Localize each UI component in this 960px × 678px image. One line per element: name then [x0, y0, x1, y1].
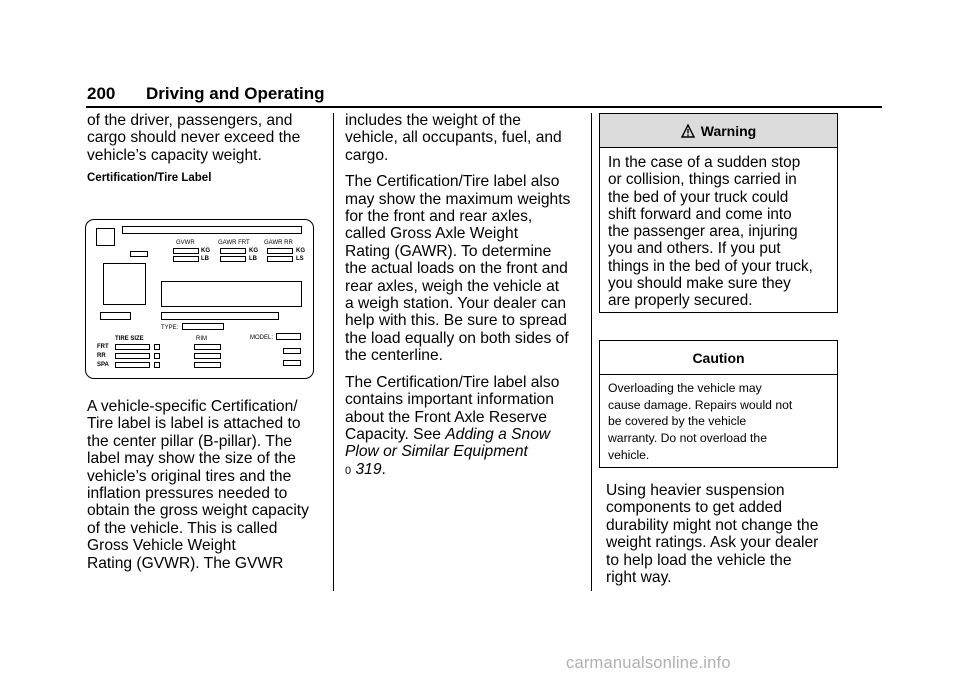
- header-rule: [86, 106, 882, 108]
- gawr-rr-lb-box: [267, 256, 293, 262]
- kg-unit: KG: [296, 248, 305, 254]
- page-arrow-icon: 0: [345, 464, 352, 477]
- model-box: [276, 333, 301, 340]
- col2-paragraph-3: [345, 374, 585, 480]
- column-divider-1: [333, 113, 334, 591]
- column-1-body: [87, 398, 327, 581]
- caution-box: [599, 340, 838, 468]
- col2-paragraph-1: includes the weight of the vehicle, all occupants, fuel, and cargo.: [345, 112, 562, 164]
- col3-paragraph: Using heavier suspension components to get added durability might not change the weight ratings. Ask your dealer to help load the vehicle the right way.: [606, 482, 819, 587]
- gawr-rr-label: GAWR RR: [264, 240, 293, 246]
- rim-label: RIM: [196, 336, 207, 342]
- gvwr-lb-box: [173, 256, 199, 262]
- gvwr-kg-box: [173, 248, 199, 254]
- info-line: [161, 312, 279, 320]
- caution-body: Overloading the vehicle may cause damage. Repairs would not be covered by the vehicle warranty. Do not overload the vehicle.: [608, 381, 793, 462]
- rr-label: RR: [97, 353, 106, 359]
- type-label: TYPE:: [161, 325, 179, 331]
- caution-title: Caution: [692, 349, 745, 366]
- rr-rim-box: [194, 353, 221, 359]
- warning-header: [600, 114, 837, 148]
- rr-checkbox: [154, 353, 160, 359]
- frt-checkbox: [154, 344, 160, 350]
- gvwr-label: GVWR: [176, 240, 195, 246]
- rr-size-box: [115, 353, 150, 359]
- page-number: 200: [87, 84, 116, 103]
- right-box-1: [283, 348, 301, 354]
- snow-plow-link[interactable]: Adding a Snow Plow or Similar Equipment: [345, 425, 551, 461]
- frt-rim-box: [194, 344, 221, 350]
- center-info-box: [161, 281, 302, 307]
- col2-p3-text: The Certification/Tire label also contains important information about the Front Axle Reserve Capacity. See: [345, 373, 560, 443]
- certification-tire-label-figure: [85, 219, 314, 379]
- model-label: MODEL:: [250, 335, 274, 341]
- spa-size-box: [115, 362, 150, 368]
- col1-intro-paragraph: of the driver, passengers, and cargo should never exceed the vehicle’s capacity weight.: [87, 112, 301, 164]
- watermark: carmanualsonline.info: [566, 654, 731, 672]
- kg-unit: KG: [201, 248, 210, 254]
- certification-label-heading: Certification/Tire Label: [87, 172, 212, 184]
- column-3: [606, 482, 846, 595]
- column-1: [87, 112, 327, 173]
- page-reference[interactable]: 319: [355, 460, 382, 478]
- spa-checkbox: [154, 362, 160, 368]
- warning-box: [599, 113, 838, 313]
- col1-body-paragraph: A vehicle-specific Certification/ Tire label is label is attached to the center pillar (B-pillar). The label may show the size of the vehicle’s original tires and the inflation pressures needed to obtain the gross weight capacity of the vehicle. This is called Gross Vehicle Weight Rating (GVWR). The GVWR: [87, 398, 309, 572]
- col2-paragraph-2: The Certification/Tire label also may show the maximum weights for the front and rear axles, called Gross Axle Weight Rating (GAWR). To determine the actual loads on the front and rear axles, weigh the vehicle at a weigh station. Your dealer can help with this. Be sure to spread the load equally on both sides of the centerline.: [345, 173, 571, 365]
- warning-title: Warning: [700, 122, 757, 139]
- gawr-rr-kg-box: [267, 248, 293, 254]
- frt-size-box: [115, 344, 150, 350]
- frt-label: FRT: [97, 344, 109, 350]
- kg-unit: KG: [249, 248, 258, 254]
- right-box-2: [283, 360, 301, 366]
- small-left-box: [100, 312, 131, 320]
- gawr-frt-lb-box: [220, 256, 246, 262]
- gawr-frt-kg-box: [220, 248, 246, 254]
- top-text-line: [122, 226, 302, 234]
- tire-size-label: TIRE SIZE: [115, 336, 144, 342]
- caution-header: [600, 341, 837, 375]
- column-divider-2: [591, 113, 592, 591]
- spa-rim-box: [194, 362, 221, 368]
- section-title: Driving and Operating: [146, 84, 325, 103]
- ls-unit: LS: [296, 256, 304, 262]
- lb-unit: LB: [249, 256, 257, 262]
- image-box: [103, 263, 146, 305]
- col2-p3-end: .: [381, 460, 386, 478]
- warning-body: In the case of a sudden stop or collision, things carried in the bed of your truck could shift forward and come into the passenger area, injuring you and others. If you put things in the bed of your truck, you should make sure they are properly secured.: [608, 154, 813, 310]
- spa-label: SPA: [97, 362, 109, 368]
- logo-square: [96, 228, 115, 246]
- small-box: [130, 251, 148, 257]
- lb-unit: LB: [201, 256, 209, 262]
- column-2: [345, 112, 585, 489]
- gawr-frt-label: GAWR FRT: [218, 240, 250, 246]
- type-box: [182, 323, 224, 330]
- exclamation-triangle-icon: [681, 124, 695, 138]
